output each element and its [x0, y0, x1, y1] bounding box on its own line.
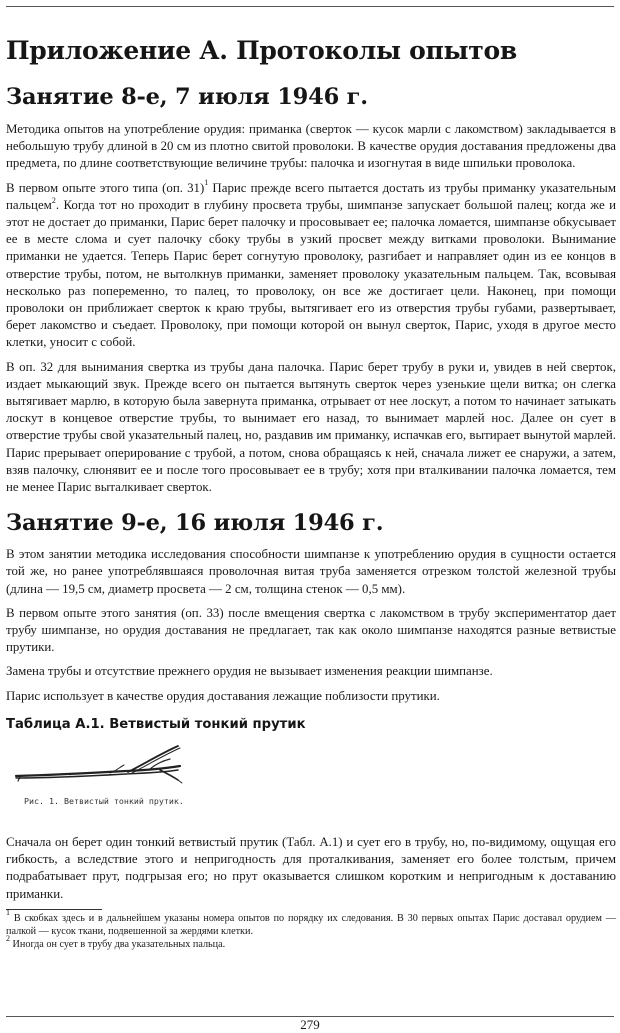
- footnote-ref: 2: [51, 195, 56, 205]
- footnote-mark: 2: [6, 934, 10, 944]
- page-number: 279: [300, 1017, 320, 1032]
- branch-drawing-icon: [10, 740, 210, 796]
- table-title: Таблица А.1. Ветвистый тонкий прутик: [6, 716, 306, 732]
- figure: [10, 740, 210, 812]
- session-8-heading: Занятие 8-е, 7 июля 1946 г.: [6, 84, 368, 110]
- paragraph: Замена трубы и отсутствие прежнего орудия не вызывает изменения реакции шимпанзе.: [6, 664, 493, 679]
- paragraph: Сначала он берет один тонкий ветвистый прутик (Табл. А.1) и сует его в трубу, но, по-видимому, ощущая его гибкость, а вследствие этого и непригодность для проталкивания, заменяет его более толстым, причем подрабатывает прут, подгрызая его; но прут оказывается слишком коротким и непригодным к доставанию приманки.: [6, 834, 616, 901]
- footnote-2: [6, 934, 616, 951]
- footnote-text: В скобках здесь и в дальнейшем указаны номера опытов по порядку их следования. В 30 первых опытах Парис доставал орудием — палкой — кусок ткани, подвешенной за жердями клетки.: [6, 912, 617, 937]
- paragraph: В первом опыте этого типа (оп. 31)$^1$ Парис прежде всего пытается достать из трубы приманку указательным пальцем$^2$. Когда тот но проходит в глубину просвета трубы, шимпанзе запускает большой палец; когда же и этот не достает до приманки, Парис берет палочку и просовывает ее; палочка ломается, шимпанзе обкусывает ее в месте слома и сует палочку сбоку трубы в узкий просвет между витками проволоки. Вынимание приманки не удается. Теперь Парис берет согнутую проволоку, разгибает и направляет один из ее концов в отверстие трубы, потом, не вытолкнув приманки, заменяет проволоку указательным пальцем. Так, всовывая несколько раз попеременно, то палец, то проволоку, он все же достигает цели. Наконец, при помощи проволоки он приближает сверток к краю трубы, вытягивает его из отверстия трубы губами, развертывает, берет лакомство и съедает. Проволоку, при помощи которой он вынул сверток, Парис, уходя в другое место клетки, уносит с собой.: [6, 178, 617, 350]
- paragraph: Методика опытов на употребление орудия: приманка (сверток — кусок марли с лакомством) закладывается в небольшую трубу длиной в 20 см из плотно свитой проволоки. В качестве орудия доставания предложены два предмета, по длине соответствующие величине трубы: палочка и изогнутая в виде шпильки проволока.: [6, 122, 616, 171]
- figure-caption: Рис. 1. Ветвистый тонкий прутик.: [24, 795, 184, 806]
- paragraph: В первом опыте этого занятия (оп. 33) после вмещения свертка с лакомством в трубу экспериментатор дает трубу шимпанзе, но орудия доставания не предлагает, так как около шимпанзе находятся разные ветвистые прутики.: [6, 605, 616, 655]
- session-9-heading: Занятие 9-е, 16 июля 1946 г.: [6, 510, 384, 537]
- paragraph: Парис использует в качестве орудия доставания лежащие поблизости прутики.: [6, 688, 440, 703]
- top-rule: [6, 6, 614, 7]
- footnote-text: Иногда он сует в трубу два указательных пальца.: [12, 938, 226, 950]
- paragraph: В этом занятии методика исследования способности шимпанзе к употреблению орудия в сущности остается той же, но ранее употреблявшаяся проволочная витая труба заменяется отрезком толстой железной трубы (длина — 19,5 см, диаметр просвета — 2 см, толщина стенок — 0,5 мм).: [6, 547, 616, 596]
- footnote-1: [6, 908, 617, 938]
- footnote-rule: [6, 909, 102, 910]
- page-content: [6, 36, 616, 951]
- chapter-title: Приложение А. Протоколы опытов: [6, 36, 517, 65]
- paragraph: В оп. 32 для вынимания свертка из трубы дана палочка. Парис берет трубу в руки и, увидев в ней сверток, издает мыкающий звук. Прежде всего он пытается вытянуть сверток через узенькие щели витка; он слегка вытягивает марлю, в которую была завернута приманка, отрывает от нее лоскут, а потом то начинает затыкать лоскут в концевое отверстие трубы, то вынимает его назад, то вынимает марлей нос. Далее он сует в отверстие трубы свой указательный палец, но, раздавив им приманку, испачкав его, вытирает вынутой марлей. Парис прерывает оперирование с трубой, а потом, снова обращаясь к ней, сначала лижет ее снаружи, а затем, взяв палочку, слюнявит ее и после того просовывает ее в трубу; хотя при вталкивании палочка ломается, тем не менее Парис выталкивает сверток.: [6, 359, 616, 495]
- footnote-mark: 1: [6, 908, 10, 918]
- footnote-ref: 1: [204, 178, 209, 188]
